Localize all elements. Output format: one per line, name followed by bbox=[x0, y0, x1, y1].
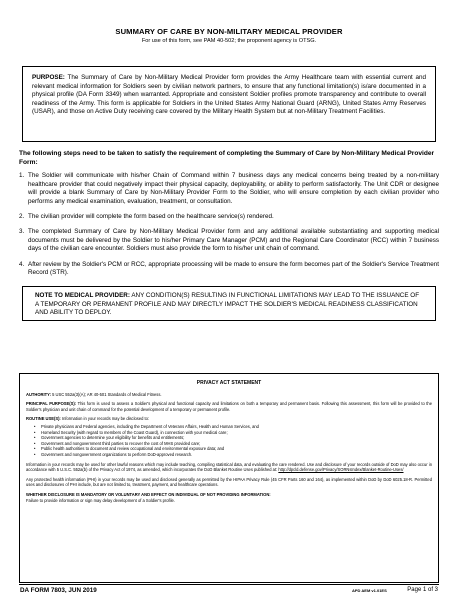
principal-purpose-paragraph bbox=[26, 401, 432, 412]
form-title: SUMMARY OF CARE BY NON-MILITARY MEDICAL PROVIDER bbox=[115, 27, 343, 36]
principal-purpose-text: This form is used to assess a Soldier's physical and functional capacity and limitations on both a temporary and permanent basis. Following this assessment, this form will be provided to the Soldier's physician and unit chain of command for the potential development of a temporary or permanent profile. bbox=[26, 401, 432, 412]
step-text: The completed Summary of Care by Non-Military Medical Provider form and any additional available substantiating and supporting medical documents must be delivered by the Soldier to his/her Primary Care Manager (PCM) and the Regional Care Coordinator (RCC) within 7 business days of the civilian care encounter. Soldiers must also provide the form to his/her unit chain of command. bbox=[28, 227, 439, 253]
form-subtitle: For use of this form, see PAM 40-502; the proponent agency is OTSG. bbox=[141, 38, 317, 44]
authority-paragraph bbox=[26, 392, 432, 398]
footer-divider bbox=[19, 584, 439, 585]
principal-purpose-label: PRINCIPAL PURPOSE(S): bbox=[26, 401, 77, 407]
disclosure-label: WHETHER DISCLOSURE IS MANDATORY OR VOLUNTARY AND EFFECT ON INDIVIDUAL OF NOT PROVIDING INFORMATION: bbox=[26, 491, 271, 497]
page-number: Page 1 of 3 bbox=[407, 587, 438, 593]
step-number: 2. bbox=[19, 213, 25, 221]
purpose-text: The Summary of Care by Non-Military Medical Provider form provides the Army Healthcare team with essential current and relevant medical information for Soldiers seen by civilian network partners, to ensure that any functional limitation(s) is/are documented in a physical profile (DA Form 3349) when warranted. Appropriate and consistent Soldier profiles promote transparency and contribute to overall readiness of the Army. This form is applicable for Soldiers in the United States Army National Guard (ARNG), United States Army Reserves (USAR), and those on Active Duty receiving care covered by the Military Health System but at non-Military Treatment Facilities. bbox=[32, 74, 426, 116]
list-item: • Public health authorities to document and review occupational and environmental exposure data; and bbox=[34, 446, 432, 452]
list-item: • Homeland Security (with regard to members of the Coast Guard), in connection with your medical care; bbox=[34, 430, 432, 436]
note-text: ANY CONDITION(S) RESULTING IN FUNCTIONAL LIMITATIONS MAY LEAD TO THE ISSUANCE OF A TEMPORARY OR PERMANENT PROFILE AND MAY DIRECTLY IMPACT THE SOLDIER'S MEDICAL READINESS CLASSIFICATION AND ABILITY TO DEPLOY. bbox=[35, 292, 420, 317]
purpose-box bbox=[22, 66, 436, 142]
aem-version: APD AEM v1.01ES bbox=[352, 588, 387, 593]
phi-paragraph: Any protected health information (PHI) in your records may be used and disclosed generally as permitted by the HIPAA Privacy Rule (45 CFR Parts 160 and 164), as implemented within DoD by DoD 6025.18-R. Permitted uses and disclosures of PHI include, but are not limited to, treatment, payment, and healthcare operations. bbox=[26, 476, 432, 488]
authority-text: 5 USC 552a(3)(A); AR 40-501 Standards of Medical Fitness. bbox=[50, 391, 162, 397]
routine-use-list bbox=[26, 424, 432, 458]
other-uses-paragraph bbox=[26, 462, 432, 473]
steps-list bbox=[19, 172, 439, 278]
list-item: • Government agencies to determine your eligibility for benefits and entitlements; bbox=[34, 435, 432, 441]
note-label: NOTE TO MEDICAL PROVIDER: bbox=[35, 292, 130, 299]
form-id: DA FORM 7803, JUN 2019 bbox=[20, 587, 97, 594]
routine-use-text: Information in your records may be disclosed to: bbox=[60, 416, 150, 422]
step-4 bbox=[19, 261, 439, 278]
disclosure-text: Failure to provide information or sign may delay development of a Soldier's profile. bbox=[26, 497, 175, 503]
routine-use-label: ROUTINE USE(S): bbox=[26, 416, 61, 422]
authority-label: AUTHORITY: bbox=[26, 391, 51, 397]
list-item: • Private physicians and Federal agencies, including the Department of Veterans Affairs, Health and Human Services, and bbox=[34, 424, 432, 430]
step-text: After review by the Soldier's PCM or RCC, appropriate processing will be made to ensure the form becomes part of the Soldier's Service Treatment Record (STR). bbox=[28, 260, 439, 277]
privacy-act-box bbox=[19, 373, 439, 583]
step-text: The Soldier will communicate with his/her Chain of Command within 7 business days any medical concerns being treated by a non-military healthcare provider that could negatively impact their physical capacity, deployability, or ability to perform satisfactorily. The Unit CDR or designee will provide a blank Summary of Care by Non-Military Provider Form to the Soldier, who will ensure completion by each civilian provider who performs any medical examination, evaluation, treatment, or consultation. bbox=[28, 172, 439, 205]
step-text: The civilian provider will complete the form based on the healthcare service(s) rendered. bbox=[28, 213, 274, 221]
list-item: • Government and nongovernment organizations to perform DoD-approved research. bbox=[34, 452, 432, 458]
routine-use-paragraph bbox=[26, 416, 432, 422]
step-1 bbox=[19, 172, 439, 206]
other-uses-text: Information in your records may be used for other lawful reasons which may include teaching, compiling statistical data, and evaluating the care rendered. Use and disclosure of your records outside of DoD may also occur in accordance with 5 U.S.C. 552a(b) of the Privacy Act of 1974, as amended, which incorporates the DoD Blanket Routine Uses published at: bbox=[26, 461, 432, 473]
step-2 bbox=[19, 213, 439, 222]
step-number: 3. bbox=[19, 227, 25, 235]
note-to-provider-box bbox=[22, 286, 436, 321]
step-number: 4. bbox=[19, 260, 25, 268]
step-number: 1. bbox=[19, 172, 25, 179]
steps-heading: The following steps need to be taken to satisfy the requirement of completing the Summary of Care by Non-Military Medical Provider Form: bbox=[19, 150, 435, 166]
disclosure-paragraph bbox=[26, 492, 432, 503]
step-3 bbox=[19, 228, 439, 254]
routine-uses-link[interactable]: http://dpcld.defense.gov/Privacy/SORNsIndex/Blanket-Routine-Uses/ bbox=[278, 467, 404, 473]
purpose-label: PURPOSE: bbox=[32, 74, 65, 81]
list-item: • Government and nongovernment third parties to recover the cost of MHS provided care; bbox=[34, 441, 432, 447]
privacy-title: PRIVACY ACT STATEMENT bbox=[196, 380, 262, 386]
